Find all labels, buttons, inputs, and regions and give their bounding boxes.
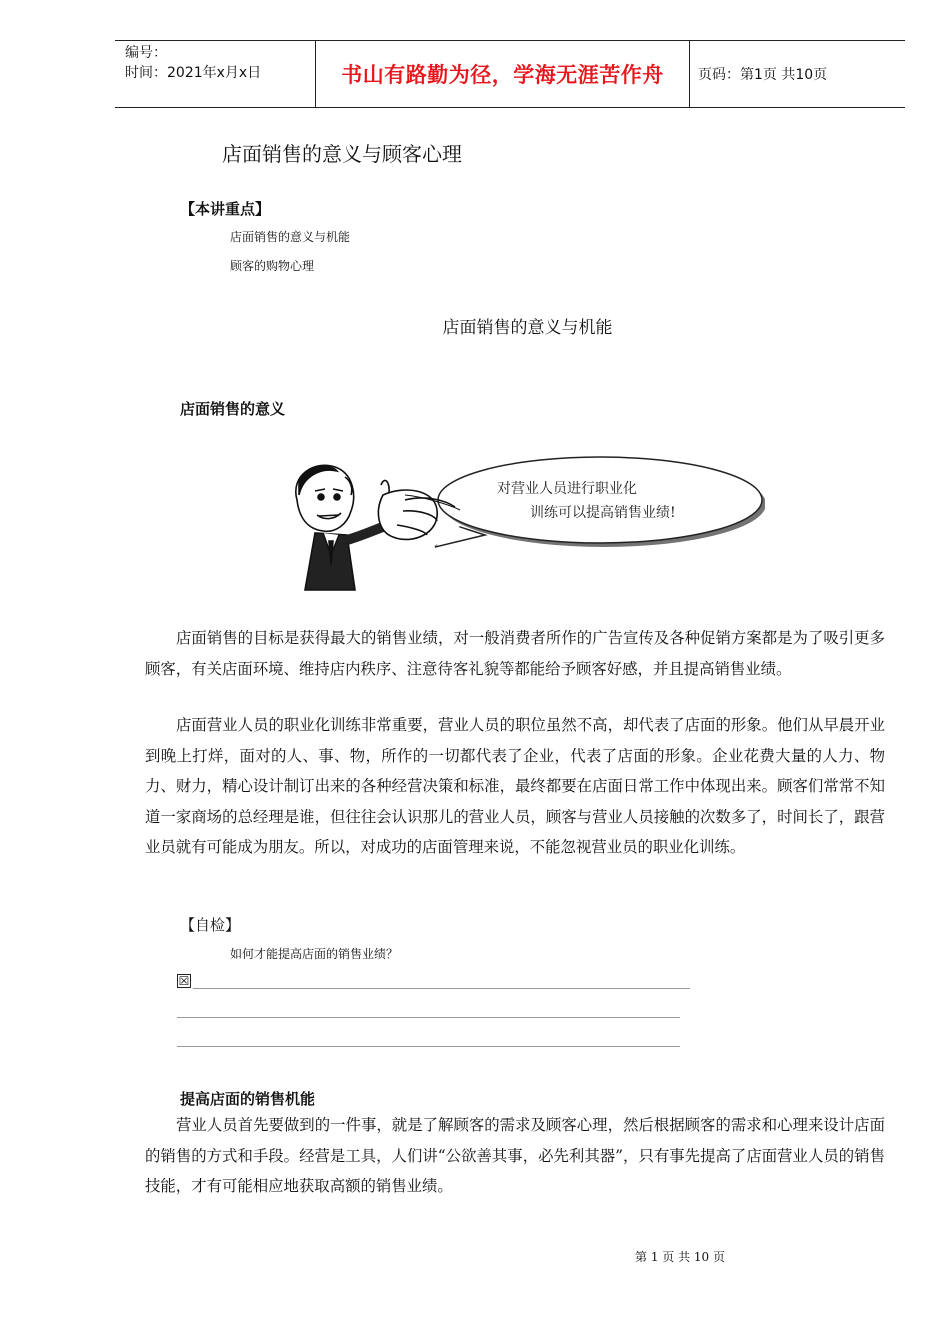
paragraph: 营业人员首先要做到的一件事，就是了解顾客的需求及顾客心理，然后根据顾客的需求和心理来设计店面的销售的方式和手段。经营是工具，人们讲“公欲善其事，必先利其器”，只有事先提高了店面营业人员的销售技能，才有可能相应地获取高额的销售业绩。 bbox=[145, 1116, 885, 1195]
paragraph: 店面营业人员的职业化训练非常重要，营业人员的职位虽然不高，却代表了店面的形象。他们从早晨开业到晚上打烊，面对的人、事、物，所作的一切都代表了企业，代表了店面的形象。企业花费大量的人力、物力、财力，精心设计制订出来的各种经营决策和标准，最终都要在店面日常工作中体现出来。顾客们常常不知道一家商场的总经理是谁，但往往会认识那儿的营业人员，顾客与营业人员接触的次数多了，时间长了，跟营业员就有可能成为朋友。所以，对成功的店面管理来说，不能忽视营业员的职业化训练。 bbox=[145, 716, 885, 856]
page-footer: 第 1 页 共 10 页 bbox=[635, 1250, 725, 1264]
checkbox-icon[interactable] bbox=[177, 974, 191, 988]
subsection-heading: 店面销售的意义 bbox=[180, 400, 286, 418]
header-motto: 书山有路勤为径，学海无涯苦作舟 bbox=[316, 41, 690, 107]
key-point-item: 顾客的购物心理 bbox=[230, 259, 315, 273]
subsection-heading: 提高店面的销售机能 bbox=[180, 1090, 316, 1108]
answer-line[interactable] bbox=[193, 988, 690, 989]
cartoon-man bbox=[296, 465, 460, 590]
speech-bubble bbox=[435, 457, 765, 547]
cartoon-illustration bbox=[285, 455, 765, 595]
key-point-item: 店面销售的意义与机能 bbox=[230, 230, 351, 244]
time-label: 时间：2021年x月x日 bbox=[125, 65, 262, 81]
self-check-question: 如何才能提高店面的销售业绩？ bbox=[230, 947, 399, 961]
header-page-info: 页码：第1页 共10页 bbox=[698, 67, 828, 83]
checkbox-mark: ☒ bbox=[178, 974, 190, 988]
self-check-heading: 【自检】 bbox=[180, 916, 241, 934]
document-title: 店面销售的意义与顾客心理 bbox=[222, 142, 462, 166]
key-points-heading: 【本讲重点】 bbox=[180, 200, 271, 218]
number-label: 编号： bbox=[125, 45, 167, 61]
bubble-line-2: 训练可以提高销售业绩! bbox=[530, 505, 676, 521]
answer-line[interactable] bbox=[177, 1046, 680, 1047]
header-meta bbox=[115, 41, 316, 107]
bubble-line-1: 对营业人员进行职业化 bbox=[497, 481, 637, 497]
section-title: 店面销售的意义与机能 bbox=[442, 318, 613, 338]
page-header bbox=[115, 40, 905, 108]
paragraph: 店面销售的目标是获得最大的销售业绩，对一般消费者所作的广告宣传及各种促销方案都是为了吸引更多顾客，有关店面环境、维持店内秩序、注意待客礼貌等都能给予顾客好感，并且提高销售业绩。 bbox=[145, 629, 885, 678]
answer-line[interactable] bbox=[177, 1017, 680, 1018]
